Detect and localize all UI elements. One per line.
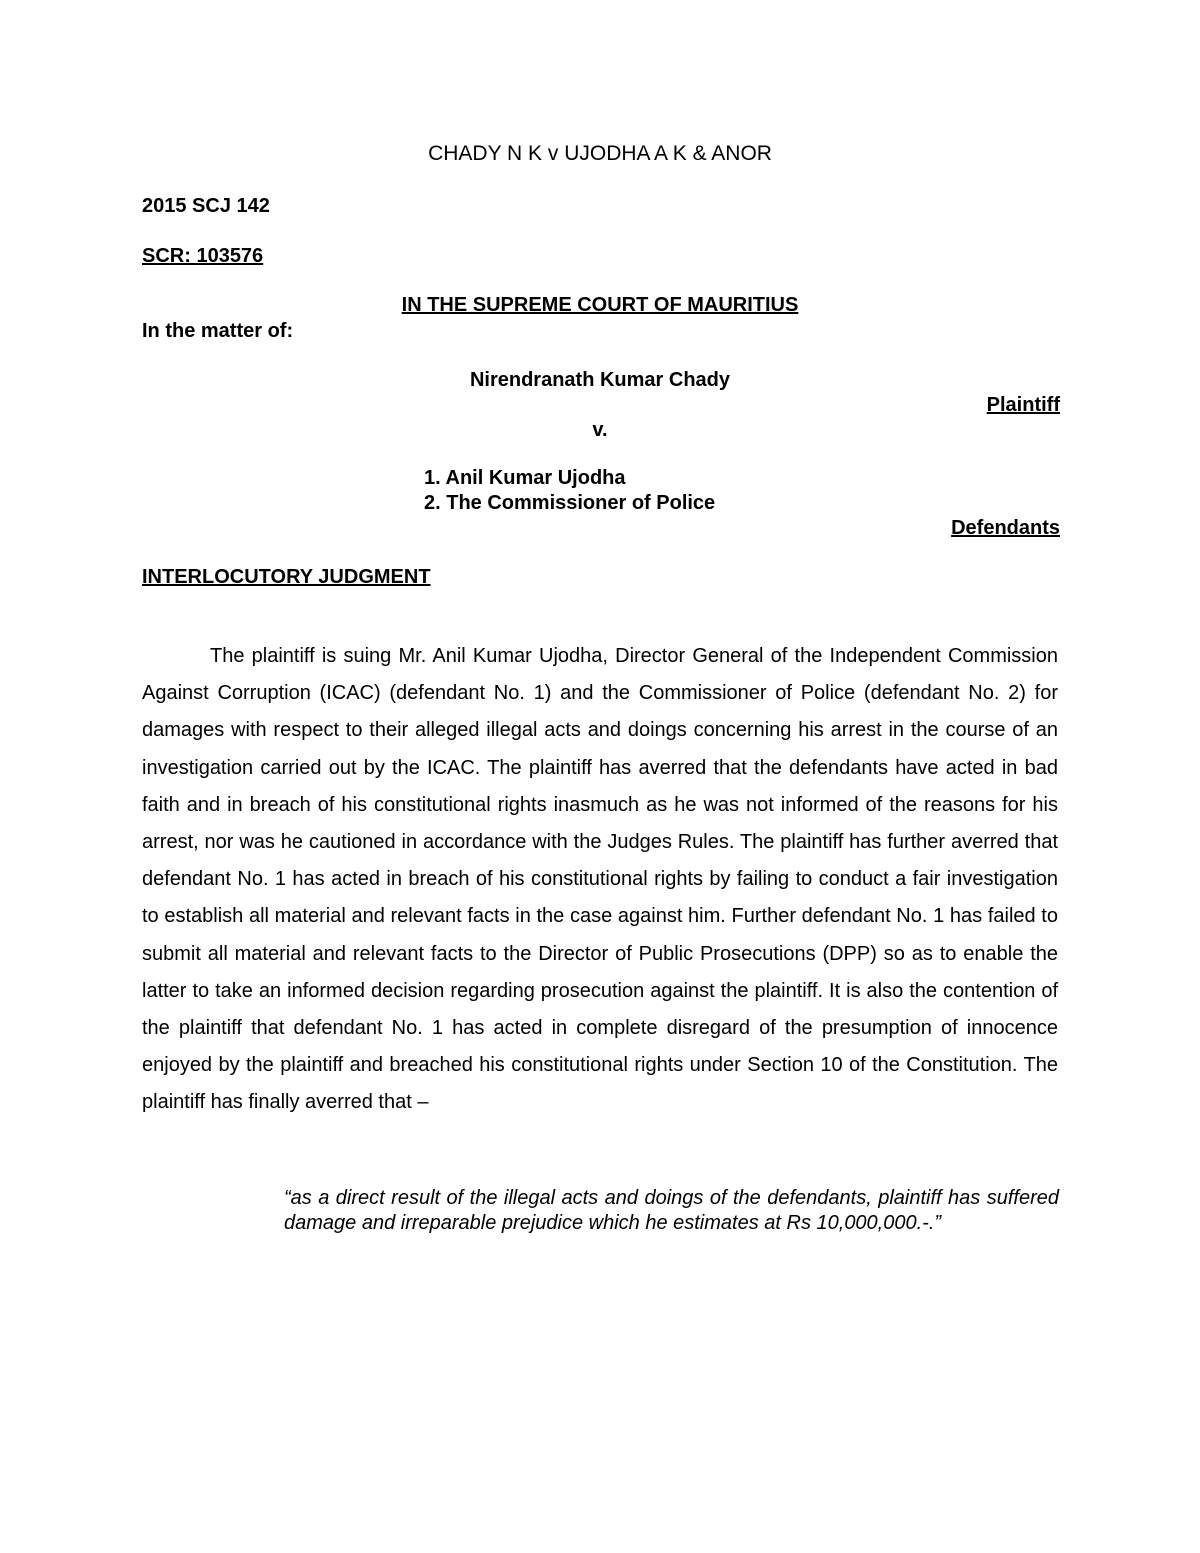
case-title: CHADY N K v UJODHA A K & ANOR (428, 142, 772, 165)
plaintiff-label: Plaintiff (986, 394, 1060, 416)
citation: 2015 SCJ 142 (142, 195, 270, 217)
scr-number: SCR: 103576 (142, 245, 264, 267)
body-paragraph (142, 638, 1058, 1122)
versus: v. (592, 419, 608, 441)
court-name: IN THE SUPREME COURT OF MAURITIUS (401, 294, 799, 316)
defendants-label: Defendants (951, 517, 1060, 539)
defendant-1: 1. Anil Kumar Ujodha (424, 467, 626, 489)
body-paragraph-text: The plaintiff is suing Mr. Anil Kumar Ujodha, Director General of the Independent Commission Against Corruption (ICAC) (defendant No. 1) and the Commissioner of Police (defendant No. 2) for damages with respect to their alleged illegal acts and doings concerning his arrest in the course of an investigation carried out by the ICAC. The plaintiff has averred that the defendants have acted in bad faith and in breach of his constitutional rights inasmuch as he was not informed of the reasons for his arrest, nor was he cautioned in accordance with the Judges Rules. The plaintiff has further averred that defendant No. 1 has acted in breach of his constitutional rights by failing to conduct a fair investigation to establish all material and relevant facts in the case against him. Further defendant No. 1 has failed to submit all material and relevant facts to the Director of Public Prosecutions (DPP) so as to enable the latter to take an informed decision regarding prosecution against the plaintiff. It is also the contention of the plaintiff that defendant No. 1 has acted in complete disregard of the presumption of innocence enjoyed by the plaintiff and breached his constitutional rights under Section 10 of the Constitution. The plaintiff has finally averred that – (142, 645, 1058, 1114)
block-quote: “as a direct result of the illegal acts and doings of the defendants, plaintiff has suffered damage and irreparable prejudice which he estimates at Rs 10,000,000.-.” (284, 1187, 1059, 1234)
judgment-heading: INTERLOCUTORY JUDGMENT (142, 566, 431, 588)
in-the-matter-of-label: In the matter of: (142, 320, 294, 342)
defendants-list (424, 466, 715, 516)
plaintiff-name: Nirendranath Kumar Chady (469, 369, 731, 391)
defendant-2: 2. The Commissioner of Police (424, 492, 716, 514)
